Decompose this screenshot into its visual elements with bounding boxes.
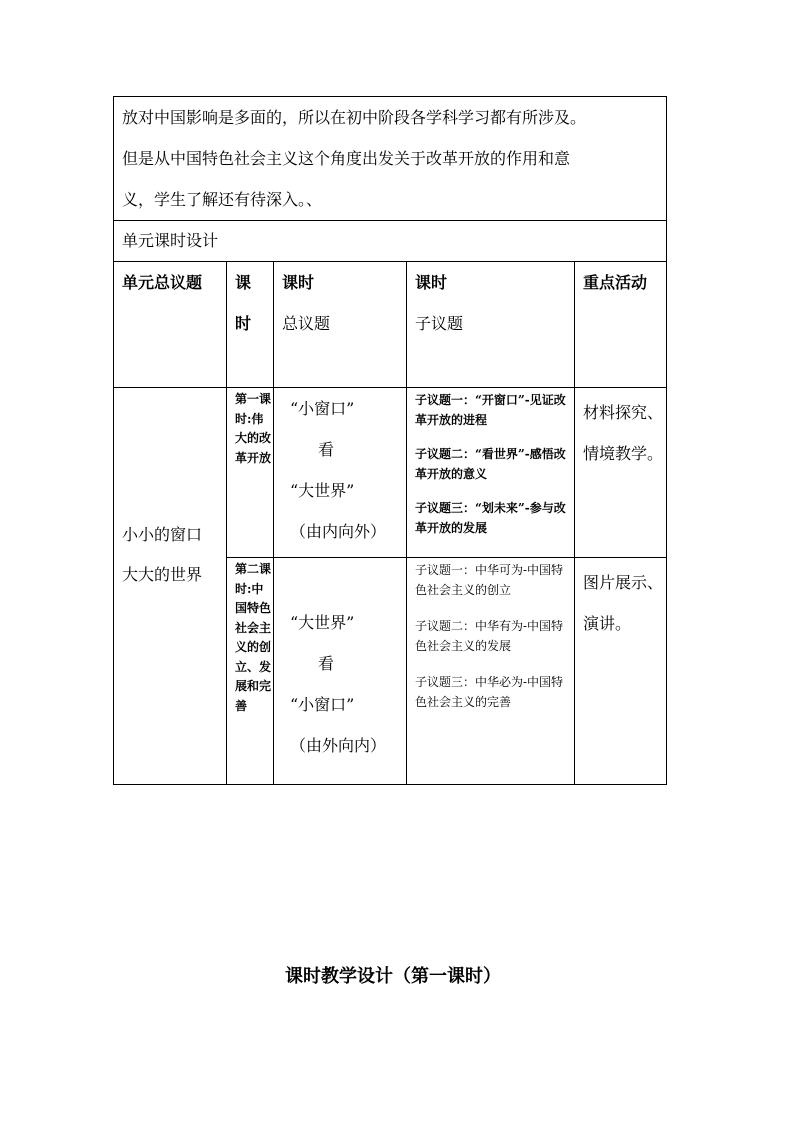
lesson-2-activity bbox=[575, 558, 667, 785]
lesson-1-q-line2: 看 bbox=[318, 440, 335, 459]
header-lesson-line2: 时 bbox=[235, 314, 252, 333]
lesson-2-activity-line2: 演讲。 bbox=[583, 614, 632, 633]
section-title-row bbox=[114, 221, 667, 262]
header-key-activity bbox=[575, 262, 667, 388]
unit-topic-cell bbox=[114, 388, 227, 785]
header-lesson bbox=[227, 262, 274, 388]
header-row bbox=[114, 262, 667, 388]
header-lesson-topic-line1: 课时 bbox=[282, 273, 315, 292]
section-title: 单元课时设计 bbox=[114, 221, 667, 262]
lesson-1-sub-questions bbox=[407, 388, 575, 558]
lesson-2-label: 第二课时:中国特色社会主义的创立、发展和完善 bbox=[227, 558, 274, 785]
lesson-1-big-question bbox=[274, 388, 407, 558]
unit-topic-line2: 大大的世界 bbox=[122, 565, 203, 584]
header-lesson-line1: 课 bbox=[235, 273, 252, 292]
unit-lesson-table bbox=[113, 96, 667, 785]
lesson-1-activity bbox=[575, 388, 667, 558]
lesson-1-q-line3: “大世界” bbox=[290, 481, 355, 500]
intro-text-cell bbox=[114, 97, 667, 221]
lesson-2-big-question bbox=[274, 558, 407, 785]
intro-row bbox=[114, 97, 667, 221]
lesson-1-sub-q1: 子议题一：“开窗口”-见证改革开放的进程 bbox=[415, 393, 566, 427]
header-lesson-topic bbox=[274, 262, 407, 388]
lesson-2-sub-questions bbox=[407, 558, 575, 785]
lesson-2-q-line3: “小窗口” bbox=[290, 695, 355, 714]
lesson-2-sub-q3: 子议题三：中华必为-中国特色社会主义的完善 bbox=[415, 675, 564, 709]
lesson-2-q-line1: “大世界” bbox=[290, 613, 355, 632]
section-heading bbox=[0, 962, 794, 988]
lesson-1-label: 第一课时:伟大的改革开放 bbox=[227, 388, 274, 558]
lesson-1-sub-q3: 子议题三：“划未来”-参与改革开放的发展 bbox=[415, 501, 566, 535]
header-sub-topic-line2: 子议题 bbox=[415, 314, 464, 333]
lesson-1-q-line1: “小窗口” bbox=[290, 399, 355, 418]
header-sub-topic-line1: 课时 bbox=[415, 273, 448, 292]
intro-line-1: 放对中国影响是多面的，所以在初中阶段各学科学习都有所涉及。 bbox=[122, 108, 587, 127]
lesson-1-q-line4: （由内向外） bbox=[290, 522, 387, 541]
header-sub-topic bbox=[407, 262, 575, 388]
intro-line-3: 义，学生了解还有待深入。、 bbox=[122, 190, 323, 209]
unit-topic-line1: 小小的窗口 bbox=[122, 525, 203, 544]
lesson-2-sub-q2: 子议题二：中华有为-中国特色社会主义的发展 bbox=[415, 619, 564, 653]
lesson-row-1 bbox=[114, 388, 667, 558]
intro-line-2: 但是从中国特色社会主义这个角度出发关于改革开放的作用和意 bbox=[122, 149, 571, 168]
lesson-2-activity-line1: 图片展示、 bbox=[583, 573, 664, 592]
header-unit-topic bbox=[114, 262, 227, 388]
section-heading-text: 课时教学设计（第一课时） bbox=[285, 966, 501, 987]
lesson-1-activity-line2: 情境教学。 bbox=[583, 444, 664, 463]
lesson-2-sub-q1: 子议题一：中华可为-中国特色社会主义的创立 bbox=[415, 563, 564, 597]
lesson-1-activity-line1: 材料探究、 bbox=[583, 403, 664, 422]
header-key-activity-label: 重点活动 bbox=[583, 273, 648, 292]
header-unit-topic-label: 单元总议题 bbox=[122, 273, 203, 292]
lesson-1-sub-q2: 子议题二：“看世界”-感悟改革开放的意义 bbox=[415, 447, 566, 481]
header-lesson-topic-line2: 总议题 bbox=[282, 314, 331, 333]
lesson-2-q-line4: （由外向内） bbox=[290, 736, 387, 755]
lesson-2-q-line2: 看 bbox=[318, 654, 335, 673]
